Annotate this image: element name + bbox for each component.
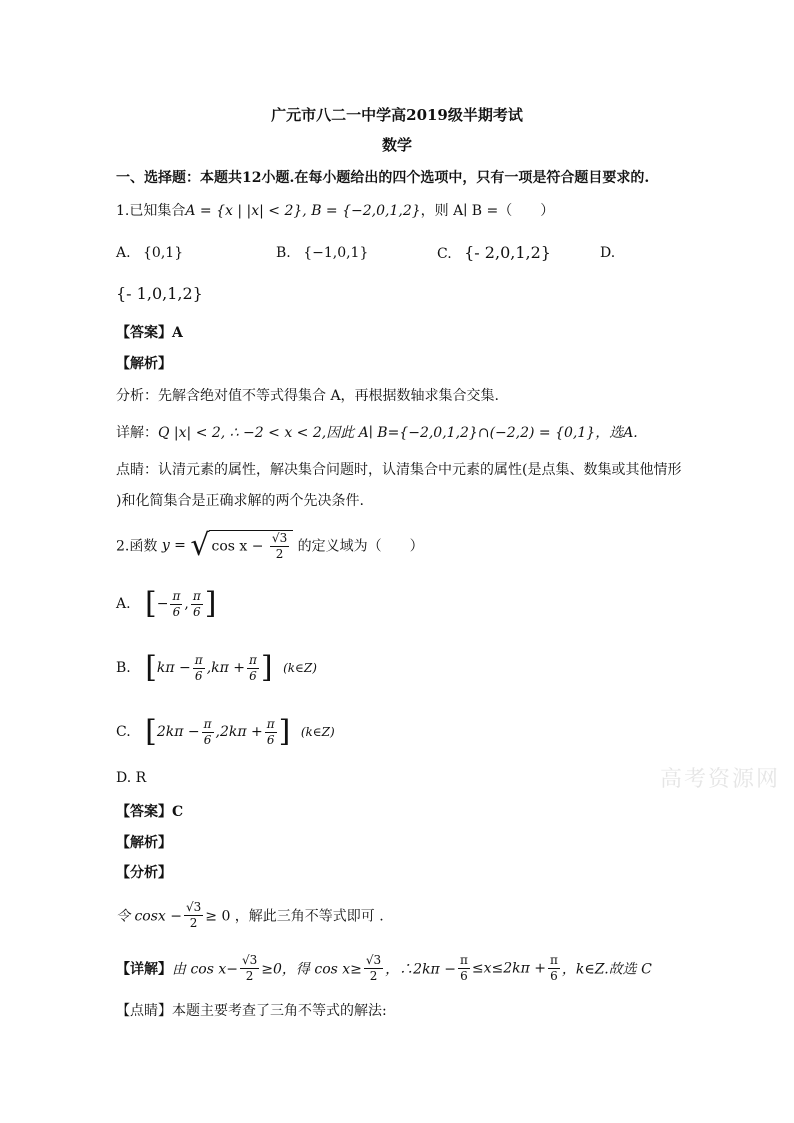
pi: π (172, 588, 181, 603)
q1-opt-d: {- 1,0,1,2} (116, 284, 203, 303)
two: 2 (189, 916, 198, 930)
sqrt3: √3 (185, 900, 202, 914)
two: 2 (245, 969, 254, 983)
q2-ling-tail: ≥ 0 ，解此三角不等式即可 . (205, 908, 384, 925)
q2-func-y: y = (161, 537, 186, 554)
q2-opt-c-kpi: 2kπ − (156, 724, 200, 740)
q1-opt-b: {−1,0,1} (303, 245, 369, 261)
q2-func-inner: cos x − (211, 538, 264, 554)
q2-opt-c (116, 712, 335, 752)
exam-title: 广元市八二一中学高2019级半期考试 (271, 106, 523, 124)
q2-frac-num: √3 (271, 530, 288, 545)
six: 6 (460, 969, 468, 983)
q2-opt-b-kpi: kπ − (156, 660, 191, 676)
q1-prefix: 1.已知集合 (116, 203, 186, 219)
q1-opt-d-label: D. (600, 245, 616, 261)
left-bracket-icon: [ (145, 586, 157, 621)
pi: π (194, 652, 203, 667)
six: 6 (172, 604, 181, 619)
six: 6 (249, 668, 257, 683)
q2-detail-c: ，∴2kπ − (385, 961, 456, 978)
q2-opt-a-label: A. (116, 596, 131, 612)
left-bracket-icon: [ (145, 650, 157, 685)
q2-opt-b-frac-1 (193, 653, 205, 684)
q2-opt-b-label: B. (116, 660, 131, 676)
q2-opt-b-mid: ,kπ + (206, 660, 246, 676)
six: 6 (192, 604, 201, 619)
q2-opt-c-k: (k∈Z) (300, 725, 335, 739)
sqrt3: √3 (365, 953, 382, 967)
six: 6 (550, 969, 558, 983)
q2-opt-b-frac-2 (247, 653, 259, 684)
q2-ling (116, 900, 384, 931)
q2-ling-text: 令 cosx − (116, 908, 182, 925)
q1-stem (116, 200, 554, 220)
right-bracket-icon: ] (278, 714, 291, 749)
pi: π (549, 953, 558, 967)
watermark: 高考资源网 (660, 767, 781, 792)
pi: π (192, 588, 201, 603)
q2-opt-a-minus: − (156, 596, 169, 612)
q2-fenxi-tag: 【分析】 (116, 865, 172, 881)
q1-opt-d-label-line (600, 245, 615, 261)
q2-answer: 【答案】C (116, 804, 184, 820)
q2-opt-c-label: C. (116, 724, 131, 740)
q2-detail-frac-1 (240, 953, 259, 984)
q1-opt-c-label: C. (437, 246, 452, 262)
q2-opt-d: D. R (116, 770, 147, 786)
q1-opt-c: {- 2,0,1,2} (464, 243, 551, 262)
q2-suffix: 的定义域为（ ） (297, 538, 424, 555)
q1-opt-a: {0,1} (143, 245, 184, 261)
q2-opt-b-k: (k∈Z) (283, 661, 317, 675)
q1-opt-c-line (437, 243, 551, 262)
q2-detail (116, 953, 652, 984)
q2-ling-frac (184, 900, 203, 931)
left-bracket-icon: [ (145, 714, 157, 749)
sqrt3: √3 (241, 953, 258, 967)
right-bracket-icon: ] (204, 586, 217, 621)
q2-detail-b: ≥0，得 cos x≥ (261, 961, 362, 978)
q2-opt-a-frac-1 (170, 589, 182, 620)
q2-frac-den: 2 (275, 546, 284, 561)
q1-opt-b-label: B. (276, 245, 291, 261)
q1-options (116, 245, 183, 261)
q1-detail-prefix: 详解： (116, 425, 158, 441)
section-heading: 一、选择题：本题共12小题.在每小题给出的四个选项中，只有一项是符合题目要求的. (116, 170, 650, 186)
pi: π (266, 716, 275, 731)
six: 6 (203, 732, 212, 747)
pi: π (459, 953, 468, 967)
q2-detail-e: ，k∈Z.故选 C (561, 961, 652, 978)
q2-dianjing: 【点睛】本题主要考查了三角不等式的解法: (116, 1003, 387, 1019)
exam-subject: 数学 (381, 136, 412, 154)
pi: π (249, 652, 257, 667)
q2-opt-a-frac-2 (191, 589, 203, 620)
q1-analysis: 分析：先解含绝对值不等式得集合 A，再根据数轴求集合交集. (116, 388, 500, 404)
two: 2 (369, 969, 378, 983)
q1-set-b: , B = {−2,0,1,2} (302, 203, 421, 219)
q2-detail-d: ≤x≤2kπ + (471, 960, 546, 977)
q1-ask: ，则 A∣ B =（ ） (420, 203, 555, 219)
q2-detail-tag: 【详解】 (116, 961, 172, 978)
q1-comment-2: )和化简集合是正确求解的两个先决条件. (116, 493, 364, 509)
q2-opt-c-mid: ,2kπ + (215, 724, 263, 740)
q1-opt-b-line (276, 245, 368, 261)
right-bracket-icon: ] (260, 650, 273, 685)
pi: π (203, 716, 212, 731)
q2-frac (270, 531, 289, 562)
q1-opt-a-label: A. (116, 245, 131, 261)
q2-opt-a: A. [− $\frac{\pi}{6}$ , $\frac{\pi}{6}$ ] (116, 584, 216, 624)
six: 6 (266, 732, 275, 747)
q2-prefix: 2.函数 (116, 538, 158, 555)
q1-comment-1: 点睛：认清元素的属性，解决集合问题时，认清集合中元素的属性(是点集、数集或其他情形 (116, 462, 682, 478)
q2-detail-frac-2 (364, 953, 383, 984)
q2-opt-c-frac-1 (202, 717, 214, 748)
q2-radicand (209, 530, 293, 562)
q1-analysis-tag: 【解析】 (116, 356, 172, 372)
q2-detail-frac-4 (548, 953, 560, 984)
q2-analysis-tag: 【解析】 (116, 835, 172, 851)
q1-answer: 【答案】A (116, 325, 183, 341)
q2-opt-c-frac-2 (265, 717, 277, 748)
radical-sign-icon: √ (190, 528, 210, 563)
q1-detail (116, 422, 638, 442)
q2-opt-b (116, 648, 317, 688)
q2-detail-a: 由 cos x− (172, 961, 238, 978)
q2-stem (116, 528, 424, 563)
q1-detail-body: Q |x| < 2, ∴ −2 < x < 2,因此 A∣ B={−2,0,1,2}∩(−2,2) = {0,1}，选A. (158, 425, 638, 441)
q2-detail-frac-3 (458, 953, 470, 984)
q1-set-a: A = {x | |x| < 2} (185, 203, 303, 219)
six: 6 (194, 668, 203, 683)
